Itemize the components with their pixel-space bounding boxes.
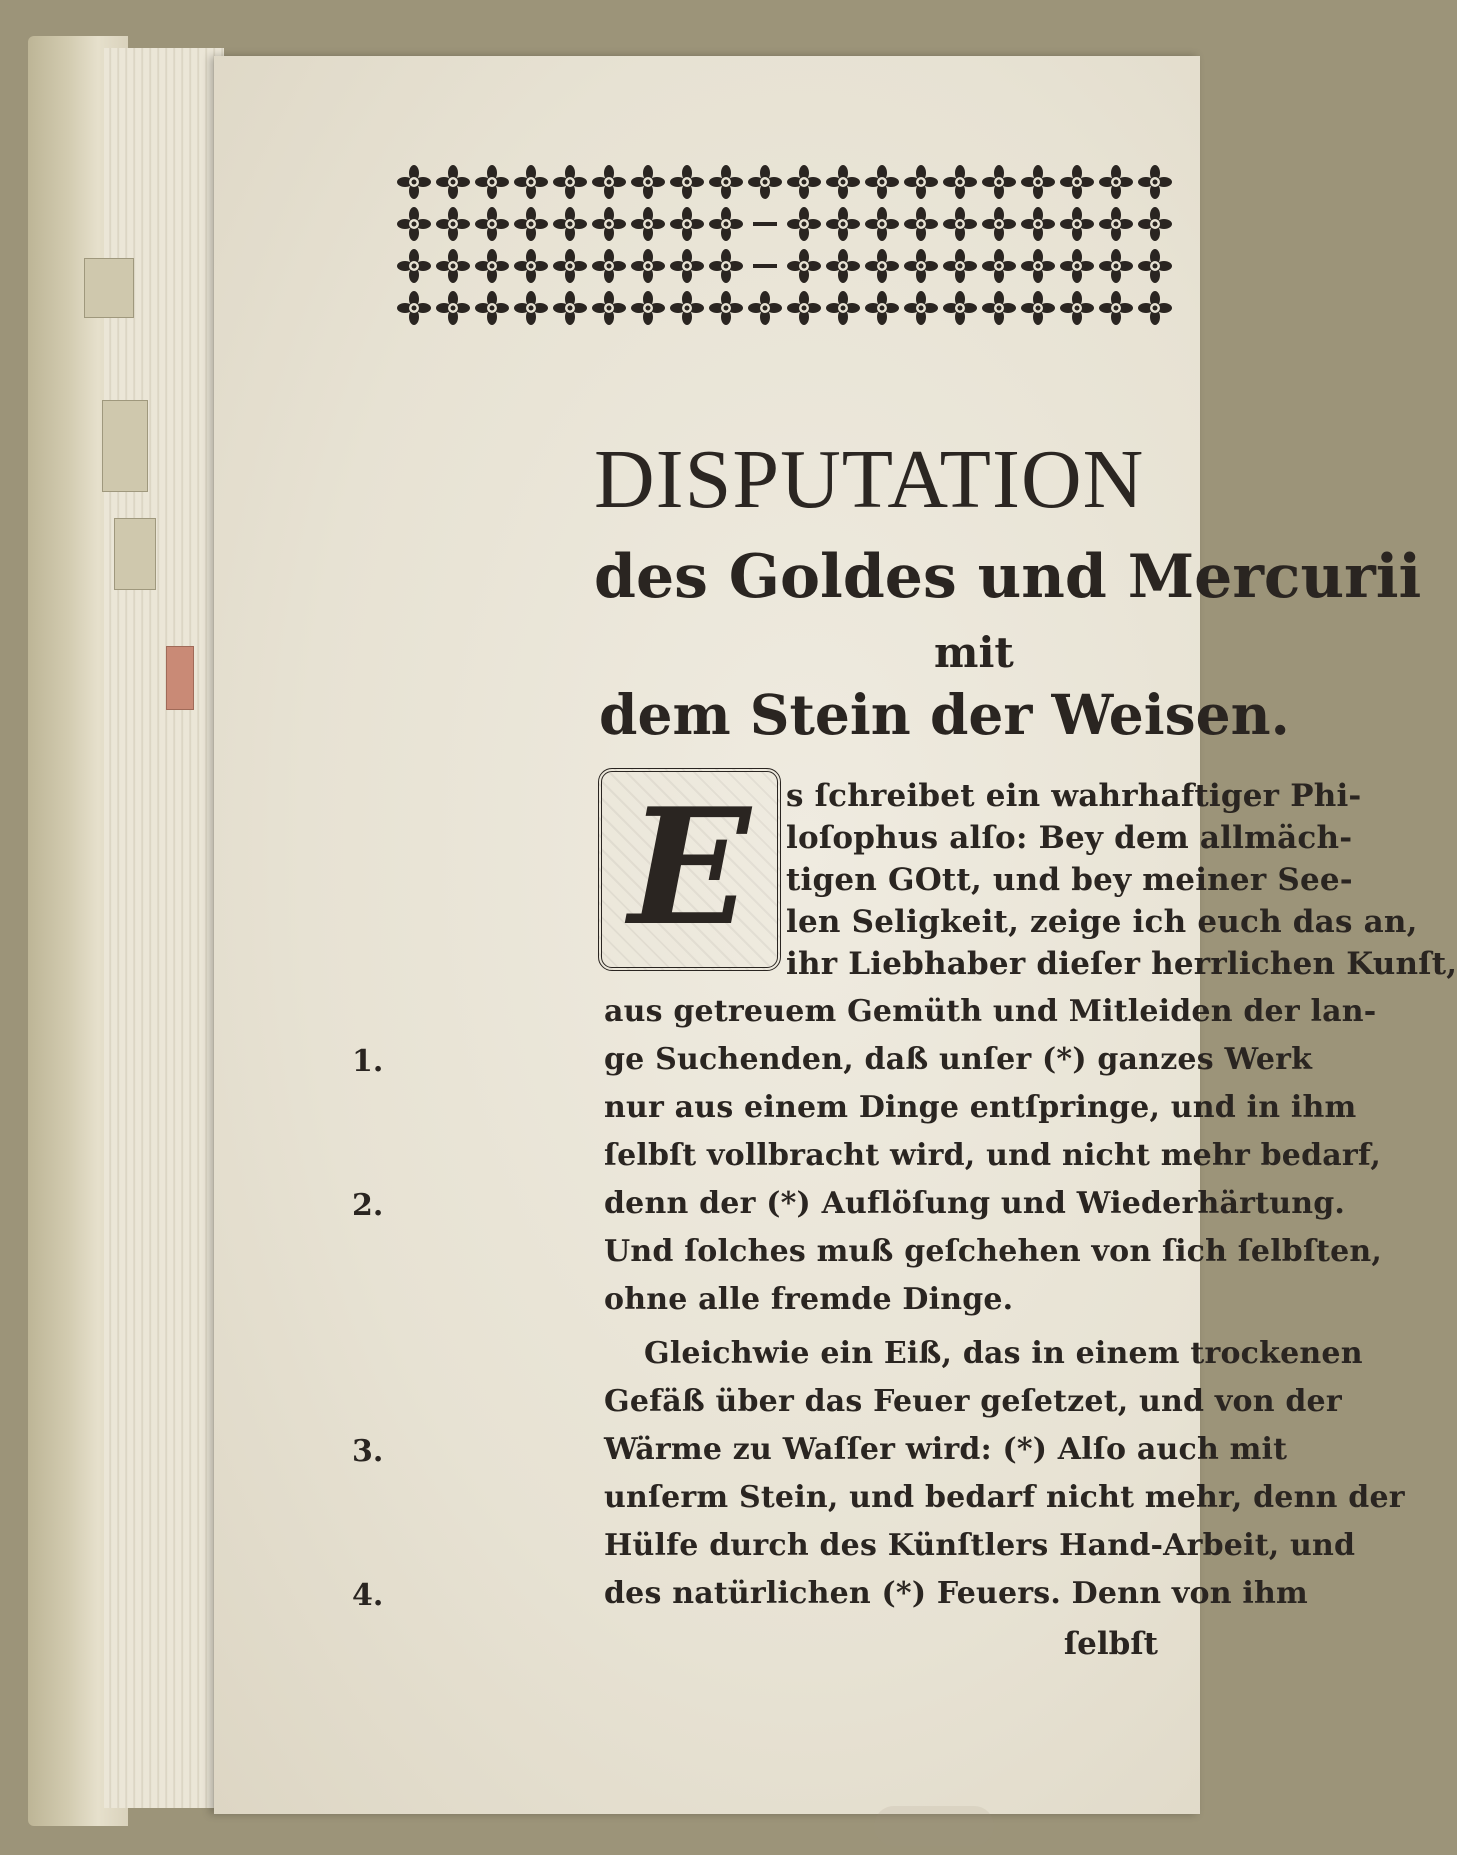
ornament-fleuron (397, 165, 431, 199)
ornament-fleuron (1021, 207, 1055, 241)
ornament-fleuron (553, 165, 587, 199)
bookmark-tab (84, 258, 134, 318)
ornament-fleuron (592, 249, 626, 283)
ornament-fleuron (475, 249, 509, 283)
ornament-fleuron (1138, 249, 1172, 283)
ornament-fleuron (1021, 291, 1055, 325)
ornament-fleuron (631, 249, 665, 283)
bookmark-tab (102, 400, 148, 492)
ornament-fleuron (1060, 165, 1094, 199)
ornament-fleuron (748, 165, 782, 199)
body-line: ihr Liebhaber dieſer herrlichen Kunſt, (786, 946, 1457, 982)
ornament-fleuron (1138, 165, 1172, 199)
ornament-fleuron (826, 165, 860, 199)
body-line: Und ſolches muß geſchehen von ſich ſelbſten, (604, 1234, 1383, 1269)
ornament-fleuron (865, 165, 899, 199)
page-headline: DISPUTATION (594, 433, 1145, 526)
ornament-fleuron (631, 207, 665, 241)
ornament-fleuron (826, 249, 860, 283)
body-line: nur aus einem Dinge entſpringe, und in ihm (604, 1090, 1357, 1125)
ornament-fleuron (631, 165, 665, 199)
ornament-fleuron (1060, 207, 1094, 241)
body-line: tigen GOtt, und bey meiner See- (786, 862, 1353, 898)
ornament-fleuron (1138, 291, 1172, 325)
ornament-fleuron (982, 249, 1016, 283)
ornament-fleuron (553, 207, 587, 241)
ornament-fleuron (1021, 249, 1055, 283)
ornament-fleuron (397, 249, 431, 283)
decorated-initial: E (598, 768, 781, 971)
ornament-fleuron (904, 165, 938, 199)
body-line: s ſchreibet ein wahrhaftiger Phi- (786, 778, 1362, 814)
ornament-fleuron (709, 165, 743, 199)
body-line: Gefäß über das Feuer geſetzet, und von der (604, 1384, 1342, 1419)
ornament-fleuron (748, 291, 782, 325)
ornament-fleuron (709, 207, 743, 241)
ornament-fleuron (1099, 291, 1133, 325)
margin-number: 4. (352, 1578, 384, 1613)
ornament-fleuron (1099, 207, 1133, 241)
ornament-fleuron (787, 291, 821, 325)
ornament-fleuron (1099, 249, 1133, 283)
body-line: Wärme zu Waſſer wird: (*) Alſo auch mit (604, 1432, 1288, 1467)
red-bookmark-tab (166, 646, 194, 710)
ornament-fleuron (865, 249, 899, 283)
ornament-fleuron (787, 249, 821, 283)
body-line: loſophus alſo: Bey dem allmäch- (786, 820, 1353, 856)
ornament-fleuron (670, 291, 704, 325)
ornament-fleuron (514, 207, 548, 241)
ornament-fleuron (670, 165, 704, 199)
ornament-fleuron (1099, 165, 1133, 199)
ornament-fleuron (1060, 249, 1094, 283)
ornament-fleuron (553, 249, 587, 283)
ornament-fleuron (943, 291, 977, 325)
ornament-fleuron (514, 165, 548, 199)
ornament-dash (753, 222, 777, 226)
ornament-fleuron (592, 165, 626, 199)
page-stain (874, 1806, 994, 1846)
body-line: ohne alle fremde Dinge. (604, 1282, 1014, 1317)
body-line: aus getreuem Gemüth und Mitleiden der lan- (604, 994, 1377, 1029)
ornament-fleuron (514, 291, 548, 325)
ornament-fleuron (1021, 165, 1055, 199)
ornament-fleuron (982, 207, 1016, 241)
ornament-fleuron (904, 207, 938, 241)
ornament-fleuron (436, 165, 470, 199)
ornament-fleuron (475, 165, 509, 199)
ornament-fleuron (943, 165, 977, 199)
ornament-fleuron (904, 291, 938, 325)
ornament-fleuron (553, 291, 587, 325)
body-line: Gleichwie ein Eiß, das in einem trockenen (644, 1336, 1363, 1371)
ornament-fleuron (826, 291, 860, 325)
ornament-fleuron (436, 291, 470, 325)
bookmark-tab (114, 518, 156, 590)
subtitle-mit: mit (934, 628, 1014, 677)
subtitle-line-1: des Goldes und Mercurii (594, 542, 1422, 612)
ornament-dash (753, 264, 777, 268)
ornament-fleuron (436, 207, 470, 241)
ornament-fleuron (397, 291, 431, 325)
ornament-fleuron (475, 291, 509, 325)
ornament-fleuron (943, 249, 977, 283)
ornament-fleuron (709, 291, 743, 325)
ornament-fleuron (1138, 207, 1172, 241)
ornament-fleuron (592, 291, 626, 325)
ornament-fleuron (631, 291, 665, 325)
ornament-fleuron (982, 165, 1016, 199)
ornament-fleuron (592, 207, 626, 241)
ornament-fleuron (709, 249, 743, 283)
ornament-fleuron (1060, 291, 1094, 325)
book-page (214, 56, 1457, 1814)
ornament-fleuron (904, 249, 938, 283)
ornamental-header-band (394, 160, 1174, 330)
margin-number: 2. (352, 1188, 384, 1223)
ornament-fleuron (436, 249, 470, 283)
margin-number: 3. (352, 1434, 384, 1469)
ornament-fleuron (865, 291, 899, 325)
ornament-fleuron (787, 165, 821, 199)
ornament-fleuron (865, 207, 899, 241)
ornament-fleuron (475, 207, 509, 241)
body-line: ge Suchenden, daß unſer (*) ganzes Werk (604, 1042, 1313, 1077)
body-line: denn der (*) Auflöſung und Wiederhärtung. (604, 1186, 1346, 1221)
catchword: ſelbſt (1063, 1626, 1158, 1662)
ornament-fleuron (514, 249, 548, 283)
body-line: unſerm Stein, und bedarf nicht mehr, denn der (604, 1480, 1405, 1515)
body-line: des natürlichen (*) Feuers. Denn von ihm (604, 1576, 1308, 1611)
margin-number: 1. (352, 1044, 384, 1079)
subtitle-line-2: dem Stein der Weisen. (599, 682, 1290, 747)
ornament-fleuron (943, 207, 977, 241)
body-line: Hülfe durch des Künſtlers Hand-Arbeit, und (604, 1528, 1356, 1563)
ornament-fleuron (397, 207, 431, 241)
body-line: len Seligkeit, zeige ich euch das an, (786, 904, 1418, 940)
ornament-fleuron (826, 207, 860, 241)
body-line: ſelbſt vollbracht wird, und nicht mehr bedarf, (604, 1138, 1381, 1173)
ornament-fleuron (670, 249, 704, 283)
ornament-fleuron (982, 291, 1016, 325)
ornament-fleuron (787, 207, 821, 241)
ornament-fleuron (670, 207, 704, 241)
